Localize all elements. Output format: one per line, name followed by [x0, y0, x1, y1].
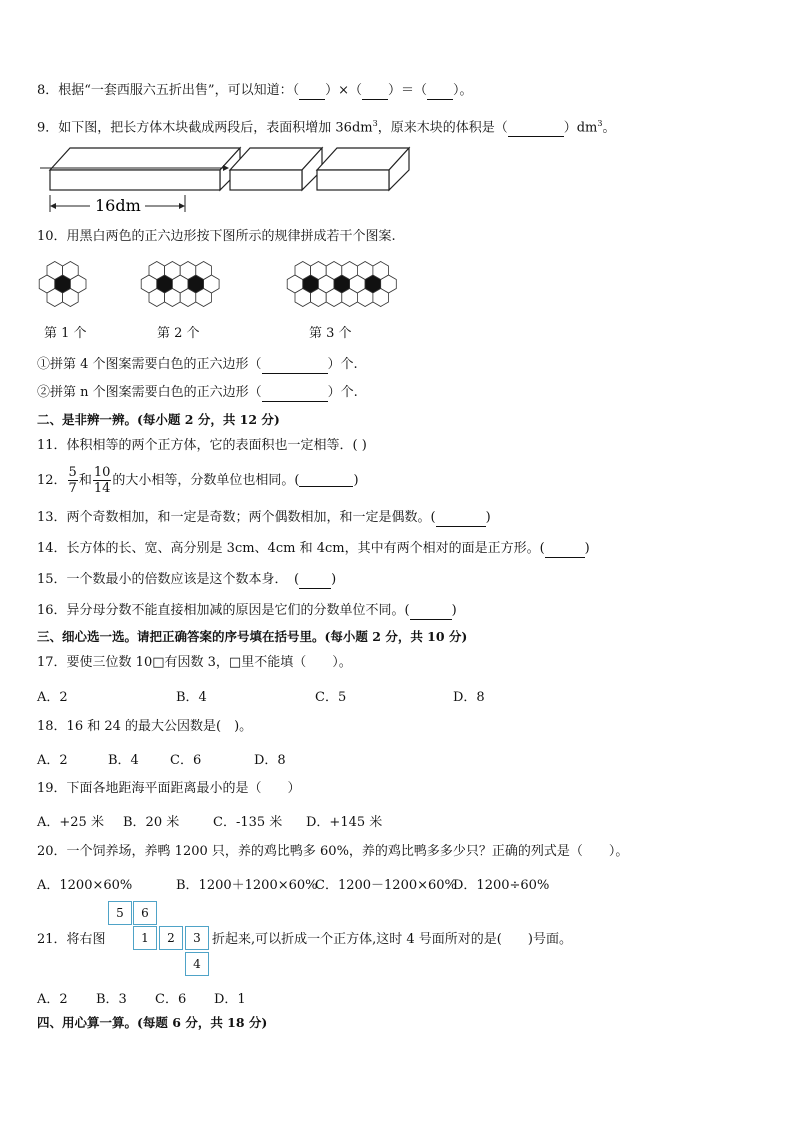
- question-10-part-1: [37, 356, 358, 374]
- white-hexagon: [373, 289, 389, 307]
- question-text: 一个饲养场，养鸭 1200 只，养的鸡比鸭多 60%，养的鸡比鸭多多少只？正确的列式是（ ）。: [66, 844, 629, 859]
- question-20: [37, 843, 628, 861]
- option-d[interactable]: D．1: [214, 992, 246, 1007]
- white-hexagon: [326, 262, 342, 280]
- white-hexagon: [63, 262, 79, 280]
- question-text-part: ）。: [453, 83, 473, 98]
- cuboid-figure: [40, 140, 420, 215]
- answer-blank[interactable]: [427, 87, 453, 100]
- white-hexagon: [311, 289, 327, 307]
- question-text-part: 。: [602, 120, 616, 136]
- white-hexagon: [196, 289, 212, 307]
- question-text-part: ）个.: [327, 357, 358, 372]
- question-11: [37, 437, 367, 455]
- question-text-part: ）×（: [325, 83, 362, 98]
- net-face: 3: [185, 926, 209, 950]
- question-18: [37, 718, 252, 736]
- question-text-part: ）个.: [327, 385, 358, 400]
- question-text: 两个奇数相加，和一定是奇数；两个偶数相加，和一定是偶数。(: [66, 510, 436, 525]
- white-hexagon: [180, 262, 196, 280]
- fraction: $\frac{10}{14}$: [93, 465, 111, 496]
- question-text-part: ，原来木块的体积是（: [377, 120, 508, 136]
- dimension-label: 16dm: [95, 196, 141, 215]
- question-text: 将右图: [66, 932, 106, 947]
- white-hexagon: [311, 262, 327, 280]
- question-text: 用黑白两色的正六边形按下图所示的规律拼成若干个图案.: [66, 229, 396, 244]
- question-number: 18．: [37, 719, 67, 734]
- section-heading: 四、用心算一算。(每题 6 分，共 18 分): [37, 1015, 268, 1030]
- answer-blank[interactable]: [410, 607, 452, 620]
- question-number: 14．: [37, 541, 67, 556]
- option-c[interactable]: C．6: [170, 753, 202, 768]
- white-hexagon: [63, 289, 79, 307]
- option-a[interactable]: A．2: [37, 992, 68, 1007]
- question-number: 9．: [37, 120, 59, 136]
- question-text-part: 和: [78, 473, 92, 488]
- net-face: 2: [159, 926, 183, 950]
- question-10: [37, 228, 396, 246]
- question-text: 要使三位数 10□有因数 3，□里不能填（ ）。: [66, 655, 352, 670]
- question-text-part: ）dm: [563, 120, 598, 136]
- question-text-part: ): [485, 510, 491, 525]
- pattern-label: 第 2 个: [157, 326, 200, 341]
- question-text-part: ）＝（: [387, 83, 427, 98]
- fraction: $\frac{5}{7}$: [68, 465, 77, 496]
- question-number: 8．: [37, 83, 59, 98]
- answer-blank[interactable]: [545, 545, 585, 558]
- white-hexagon: [342, 262, 358, 280]
- question-12: [37, 462, 359, 500]
- white-hexagon: [342, 289, 358, 307]
- question-21: [37, 931, 106, 949]
- option-a[interactable]: A．2: [37, 690, 68, 705]
- question-text: ①拼第 4 个图案需要白色的正六边形（: [37, 357, 262, 372]
- question-text: 折起来,可以折成一个正方体,这时 4 号面所对的是( )号面。: [212, 932, 572, 947]
- question-text: 体积相等的两个正方体，它的表面积也一定相等．( ): [66, 438, 367, 453]
- option-a[interactable]: A．2: [37, 753, 68, 768]
- white-hexagon: [47, 262, 63, 280]
- question-text: 根据“一套西服六五折出售”，可以知道：（: [58, 83, 300, 98]
- option-b[interactable]: B．3: [96, 992, 127, 1007]
- answer-blank[interactable]: [262, 361, 328, 374]
- net-face: 1: [133, 926, 157, 950]
- question-text: 如下图，把长方体木块截成两段后，表面积增加 36dm: [58, 120, 373, 136]
- question-15: [37, 571, 336, 589]
- pattern-label: 第 1 个: [44, 326, 87, 341]
- white-hexagon: [47, 289, 63, 307]
- option-c[interactable]: C．1200－1200×60%: [315, 878, 457, 893]
- question-14: [37, 540, 590, 558]
- answer-blank[interactable]: [508, 124, 564, 137]
- question-19: [37, 780, 301, 798]
- white-hexagon: [295, 289, 311, 307]
- option-d[interactable]: D．8: [453, 690, 485, 705]
- question-text: 下面各地距海平面距离最小的是（ ）: [66, 781, 301, 796]
- question-16: [37, 602, 457, 620]
- white-hexagon: [196, 262, 212, 280]
- question-8: [37, 82, 473, 100]
- question-13: [37, 509, 491, 527]
- question-number: 20．: [37, 844, 67, 859]
- option-b[interactable]: B．4: [108, 753, 139, 768]
- question-text-part: ): [353, 473, 359, 488]
- white-hexagon: [357, 262, 373, 280]
- question-10-part-2: [37, 384, 358, 402]
- answer-blank[interactable]: [299, 474, 353, 487]
- white-hexagon: [165, 289, 181, 307]
- question-number: 21．: [37, 932, 67, 947]
- option-a[interactable]: A．+25 米: [37, 815, 104, 830]
- white-hexagon: [357, 289, 373, 307]
- option-a[interactable]: A．1200×60%: [37, 878, 133, 893]
- net-face: 5: [108, 901, 132, 925]
- section-heading: 二、是非辨一辨。(每小题 2 分，共 12 分): [37, 412, 280, 427]
- white-hexagon: [149, 289, 165, 307]
- question-text: 的大小相等，分数单位也相同。(: [112, 473, 300, 488]
- white-hexagon: [180, 289, 196, 307]
- superscript: 3: [372, 119, 378, 128]
- question-text-part: ): [584, 541, 590, 556]
- answer-blank[interactable]: [262, 389, 328, 402]
- answer-blank[interactable]: [299, 87, 325, 100]
- question-text-part: ): [451, 603, 457, 618]
- question-number: 12．: [37, 473, 67, 488]
- question-text-part: ): [331, 572, 337, 587]
- question-number: 19．: [37, 781, 67, 796]
- white-hexagon: [373, 262, 389, 280]
- question-text: 一个数最小的倍数应该是这个数本身． (: [66, 572, 300, 587]
- option-d[interactable]: D．8: [254, 753, 286, 768]
- question-number: 16．: [37, 603, 67, 618]
- question-text: 异分母分数不能直接相加减的原因是它们的分数单位不同。(: [66, 603, 410, 618]
- question-17: [37, 654, 352, 672]
- option-c[interactable]: C．5: [315, 690, 347, 705]
- white-hexagon: [149, 262, 165, 280]
- question-number: 13．: [37, 510, 67, 525]
- section-heading: 三、细心选一选。请把正确答案的序号填在括号里。(每小题 2 分，共 10 分): [37, 629, 468, 644]
- answer-blank[interactable]: [436, 514, 486, 527]
- white-hexagon: [165, 262, 181, 280]
- pattern-label: 第 3 个: [309, 326, 352, 341]
- option-d[interactable]: D．+145 米: [306, 815, 383, 830]
- option-c[interactable]: C．6: [155, 992, 187, 1007]
- hexagon-pattern-figure: [30, 250, 430, 320]
- question-text: ②拼第 n 个图案需要白色的正六边形（: [37, 385, 262, 400]
- net-face: 4: [185, 952, 209, 976]
- question-9: [37, 115, 615, 137]
- option-b[interactable]: B．1200＋1200×60%: [176, 878, 318, 893]
- net-face: 6: [133, 901, 157, 925]
- answer-blank[interactable]: [299, 576, 331, 589]
- option-c[interactable]: C．-135 米: [213, 815, 283, 830]
- option-b[interactable]: B．20 米: [123, 815, 180, 830]
- option-d[interactable]: D．1200÷60%: [453, 878, 550, 893]
- answer-blank[interactable]: [362, 87, 388, 100]
- white-hexagon: [295, 262, 311, 280]
- question-text: 16 和 24 的最大公因数是( )。: [66, 719, 253, 734]
- superscript: 3: [597, 119, 603, 128]
- question-number: 11．: [37, 438, 67, 453]
- question-text: 长方体的长、宽、高分别是 3cm、4cm 和 4cm，其中有两个相对的面是正方形。(: [66, 541, 545, 556]
- question-number: 10．: [37, 229, 67, 244]
- white-hexagon: [326, 289, 342, 307]
- option-b[interactable]: B．4: [176, 690, 207, 705]
- question-number: 17．: [37, 655, 67, 670]
- question-number: 15．: [37, 572, 67, 587]
